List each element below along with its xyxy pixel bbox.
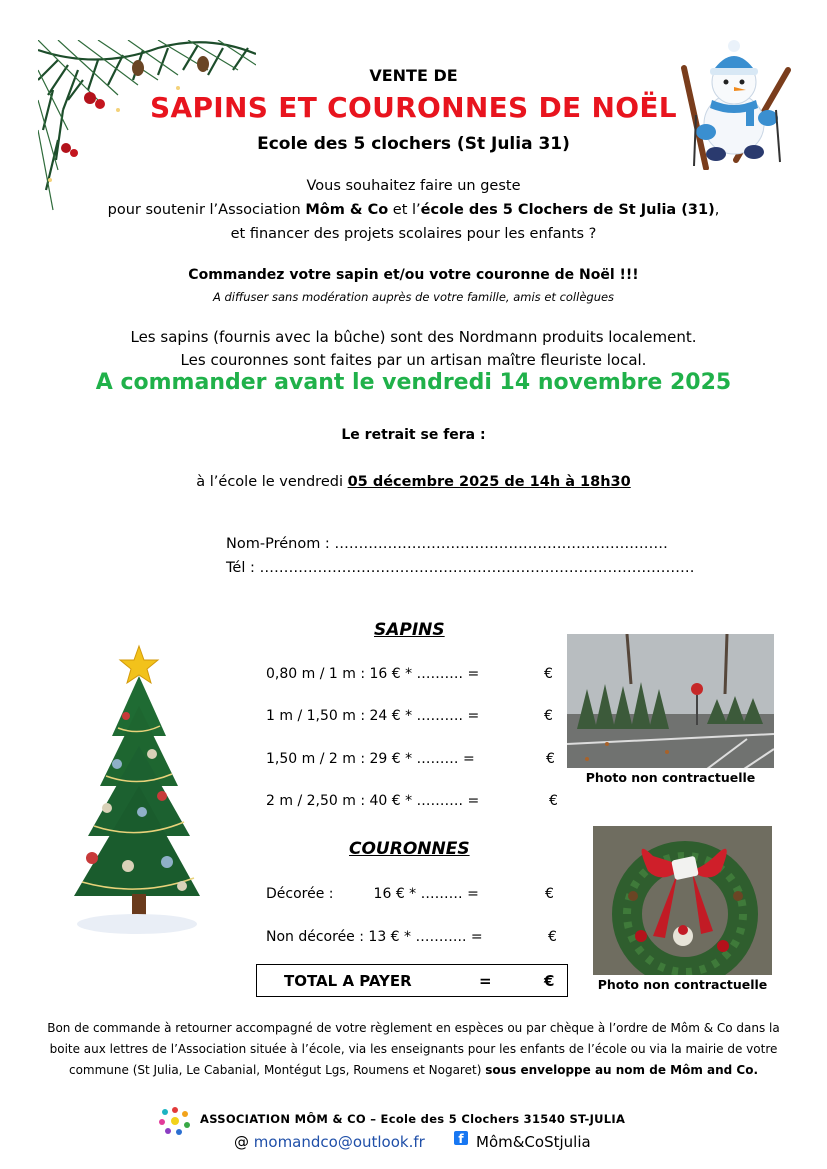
couronne-row-currency: € xyxy=(545,886,554,902)
couronne-row-label: Décorée : 16 € * ……… = xyxy=(266,886,479,902)
facebook-handle[interactable]: Môm&CoStjulia xyxy=(476,1133,591,1151)
info-sapins: Les sapins (fournis avec la bûche) sont des Nordmann produits localement. xyxy=(130,328,697,346)
email-link[interactable]: momandco@outlook.fr xyxy=(253,1133,425,1151)
sapin-row-label: 2 m / 2,50 m : 40 € * ………. = xyxy=(266,793,480,809)
order-deadline: A commander avant le vendredi 14 novembre 2025 xyxy=(95,370,732,395)
couronne-row-label: Non décorée : 13 € * ……….. = xyxy=(266,929,483,945)
christmas-tree-image xyxy=(62,636,202,946)
sapin-row-currency: € xyxy=(549,793,558,809)
sapins-photo xyxy=(567,634,774,787)
sapins-photo-caption: Photo non contractuelle xyxy=(567,768,774,787)
couronnes-heading: COURONNES xyxy=(349,839,470,859)
total-label: TOTAL A PAYER xyxy=(284,972,412,990)
pickup-title: Le retrait se fera : xyxy=(341,427,486,443)
sapin-row-label: 0,80 m / 1 m : 16 € * ………. = xyxy=(266,666,480,682)
sapin-row-4[interactable] xyxy=(266,793,558,841)
sapin-row-currency: € xyxy=(544,666,553,682)
couronne-photo xyxy=(593,826,772,994)
sapin-row-label: 1,50 m / 2 m : 29 € * ……… = xyxy=(266,751,475,767)
school-name: Ecole des 5 clochers (St Julia 31) xyxy=(257,134,570,154)
total-box[interactable] xyxy=(256,964,568,997)
intro-line-3: et financer des projets scolaires pour les enfants ? xyxy=(230,226,597,242)
return-instructions: Bon de commande à retourner accompagné de votre règlement en espèces ou par chèque à l’ordre de Môm & Co dans la boite aux lettres de l’Association située à l’école, via les enseignants pour les enfants de l’école ou via la mairie de votre commune (St Julia, Le Cabanial, Montégut Lgs, Roumens et Nogaret) sous enveloppe au nom de Môm and Co. xyxy=(47,1021,780,1077)
facebook-icon[interactable]: f xyxy=(454,1131,468,1145)
sapin-row-currency: € xyxy=(546,751,555,767)
sapin-row-2[interactable] xyxy=(266,708,553,756)
order-subline: A diffuser sans modération auprès de votre famille, amis et collègues xyxy=(212,290,615,304)
association-logo-icon xyxy=(158,1104,192,1136)
couronne-row-1[interactable] xyxy=(266,886,554,934)
sapin-row-currency: € xyxy=(544,708,553,724)
couronne-photo-caption: Photo non contractuelle xyxy=(593,975,772,994)
sapin-row-3[interactable] xyxy=(266,751,555,799)
association-address: ASSOCIATION MÔM & CO – Ecole des 5 Clochers 31540 ST-JULIA xyxy=(200,1112,626,1126)
name-field[interactable]: Nom-Prénom : …………………………………………………………… xyxy=(226,536,668,552)
total-currency: € xyxy=(544,972,555,990)
tel-field[interactable]: Tél : ……………………………………………………………………………… xyxy=(226,560,695,576)
intro-line-2: pour soutenir l’Association Môm & Co et l’école des 5 Clochers de St Julia (31), xyxy=(107,202,720,218)
pickup-date: 05 décembre 2025 de 14h à 18h30 xyxy=(347,474,631,490)
info-couronnes: Les couronnes sont faites par un artisan maître fleuriste local. xyxy=(180,351,647,369)
order-headline: Commandez votre sapin et/ou votre couronne de Noël !!! xyxy=(188,267,639,283)
page-title: SAPINS ET COURONNES DE NOËL xyxy=(150,91,677,124)
vente-de-kicker: VENTE DE xyxy=(369,66,458,85)
total-equals: = xyxy=(479,972,492,990)
email-line xyxy=(234,1133,425,1151)
couronne-row-currency: € xyxy=(548,929,557,945)
sapin-row-label: 1 m / 1,50 m : 24 € * ………. = xyxy=(266,708,480,724)
sapins-heading: SAPINS xyxy=(374,620,445,640)
wreath-image xyxy=(593,826,772,994)
pickup-details: à l’école le vendredi 05 décembre 2025 de 14h à 18h30 xyxy=(196,474,631,490)
sapin-row-1[interactable] xyxy=(266,666,553,714)
parking-trees-image xyxy=(567,634,774,787)
intro-line-1: Vous souhaitez faire un geste xyxy=(306,178,521,194)
at-sign-icon: @ xyxy=(234,1133,254,1151)
